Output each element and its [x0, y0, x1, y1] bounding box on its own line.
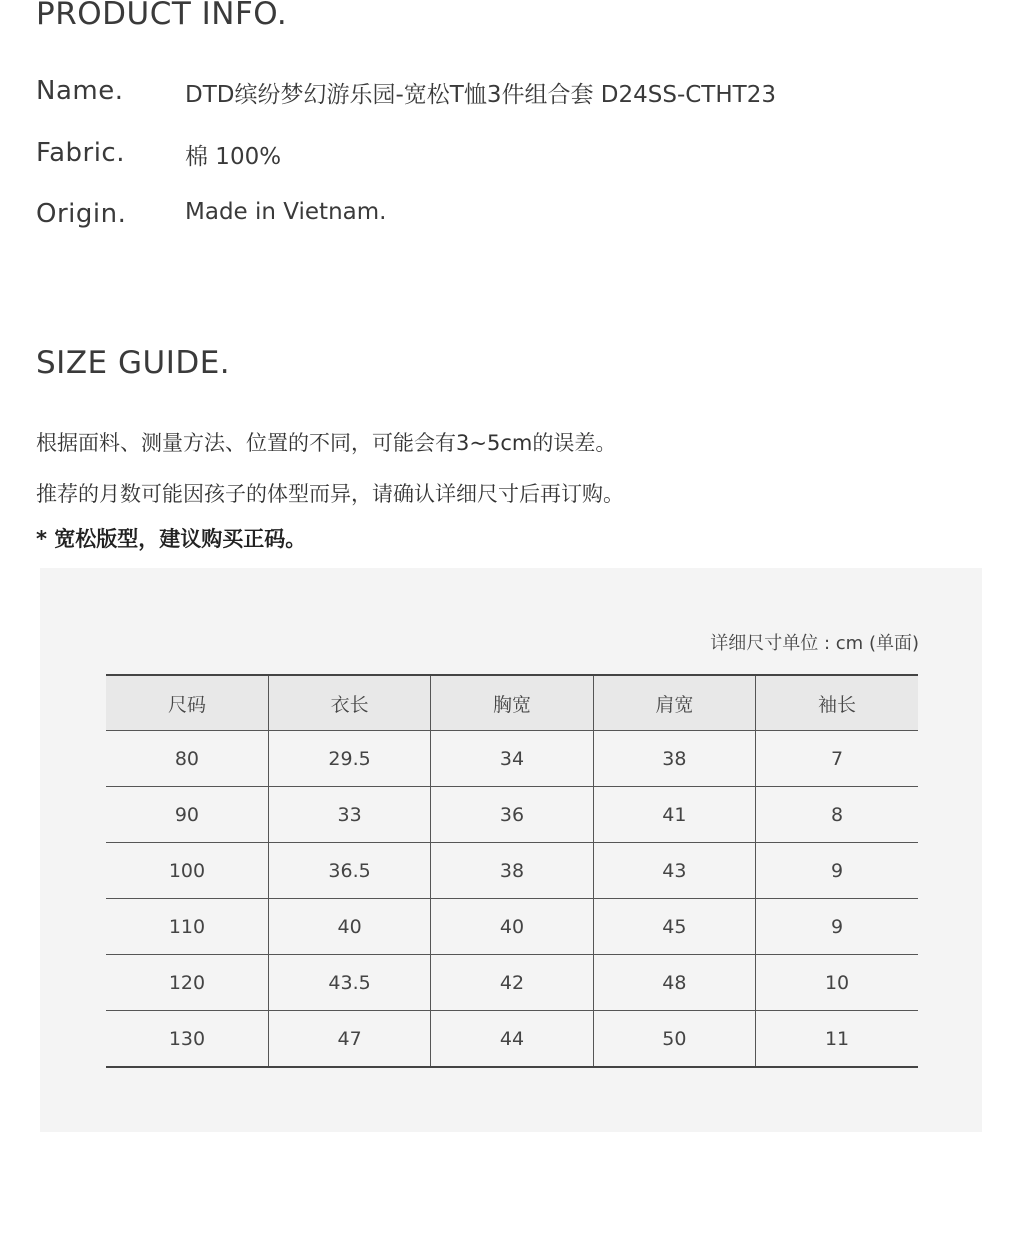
cell-length: 43.5: [268, 955, 430, 1011]
table-row: [106, 899, 918, 955]
cell-size: 100: [106, 843, 268, 899]
header-shoulder: 肩宽: [593, 675, 755, 731]
header-chest: 胸宽: [431, 675, 593, 731]
table-row: [106, 1011, 918, 1068]
cell-chest: 36: [431, 787, 593, 843]
cell-shoulder: 45: [593, 899, 755, 955]
info-value-fabric: 棉 100%: [185, 144, 282, 170]
cell-chest: 38: [431, 843, 593, 899]
info-label-fabric: Fabric.: [36, 138, 125, 168]
header-sleeve: 袖长: [756, 675, 918, 731]
header-length: 衣长: [268, 675, 430, 731]
cell-size: 130: [106, 1011, 268, 1068]
cell-length: 36.5: [268, 843, 430, 899]
cell-sleeve: 9: [756, 899, 918, 955]
size-note-loose-fit: * 宽松版型，建议购买正码。: [36, 527, 307, 551]
info-label-name: Name.: [36, 76, 124, 106]
cell-sleeve: 10: [756, 955, 918, 1011]
cell-sleeve: 9: [756, 843, 918, 899]
cell-chest: 40: [431, 899, 593, 955]
info-value-name: DTD缤纷梦幻游乐园-宽松T恤3件组合套 D24SS-CTHT23: [185, 82, 776, 108]
cell-sleeve: 8: [756, 787, 918, 843]
size-note-tolerance: 根据面料、测量方法、位置的不同，可能会有3~5cm的误差。: [36, 431, 617, 455]
cell-chest: 34: [431, 731, 593, 787]
cell-length: 29.5: [268, 731, 430, 787]
cell-length: 40: [268, 899, 430, 955]
unit-note: 详细尺寸单位 : cm (单面): [710, 633, 919, 654]
cell-length: 33: [268, 787, 430, 843]
cell-size: 90: [106, 787, 268, 843]
cell-shoulder: 41: [593, 787, 755, 843]
table-row: [106, 787, 918, 843]
size-note-fit-advice: 推荐的月数可能因孩子的体型而异，请确认详细尺寸后再订购。: [36, 482, 624, 506]
product-info-title: PRODUCT INFO.: [36, 0, 288, 32]
size-table: [106, 674, 918, 1068]
cell-shoulder: 43: [593, 843, 755, 899]
cell-sleeve: 7: [756, 731, 918, 787]
cell-length: 47: [268, 1011, 430, 1068]
info-row-name: [36, 76, 996, 116]
info-row-origin: [36, 199, 996, 239]
size-guide-title: SIZE GUIDE.: [36, 345, 231, 381]
info-row-fabric: [36, 138, 996, 178]
size-table-panel: [40, 568, 982, 1132]
cell-size: 80: [106, 731, 268, 787]
cell-shoulder: 48: [593, 955, 755, 1011]
size-table-header-row: [106, 675, 918, 731]
cell-shoulder: 38: [593, 731, 755, 787]
info-label-origin: Origin.: [36, 199, 127, 229]
table-row: [106, 731, 918, 787]
table-row: [106, 843, 918, 899]
cell-chest: 44: [431, 1011, 593, 1068]
cell-shoulder: 50: [593, 1011, 755, 1068]
cell-chest: 42: [431, 955, 593, 1011]
cell-sleeve: 11: [756, 1011, 918, 1068]
cell-size: 120: [106, 955, 268, 1011]
info-value-origin: Made in Vietnam.: [185, 199, 387, 225]
cell-size: 110: [106, 899, 268, 955]
table-row: [106, 955, 918, 1011]
header-size: 尺码: [106, 675, 268, 731]
